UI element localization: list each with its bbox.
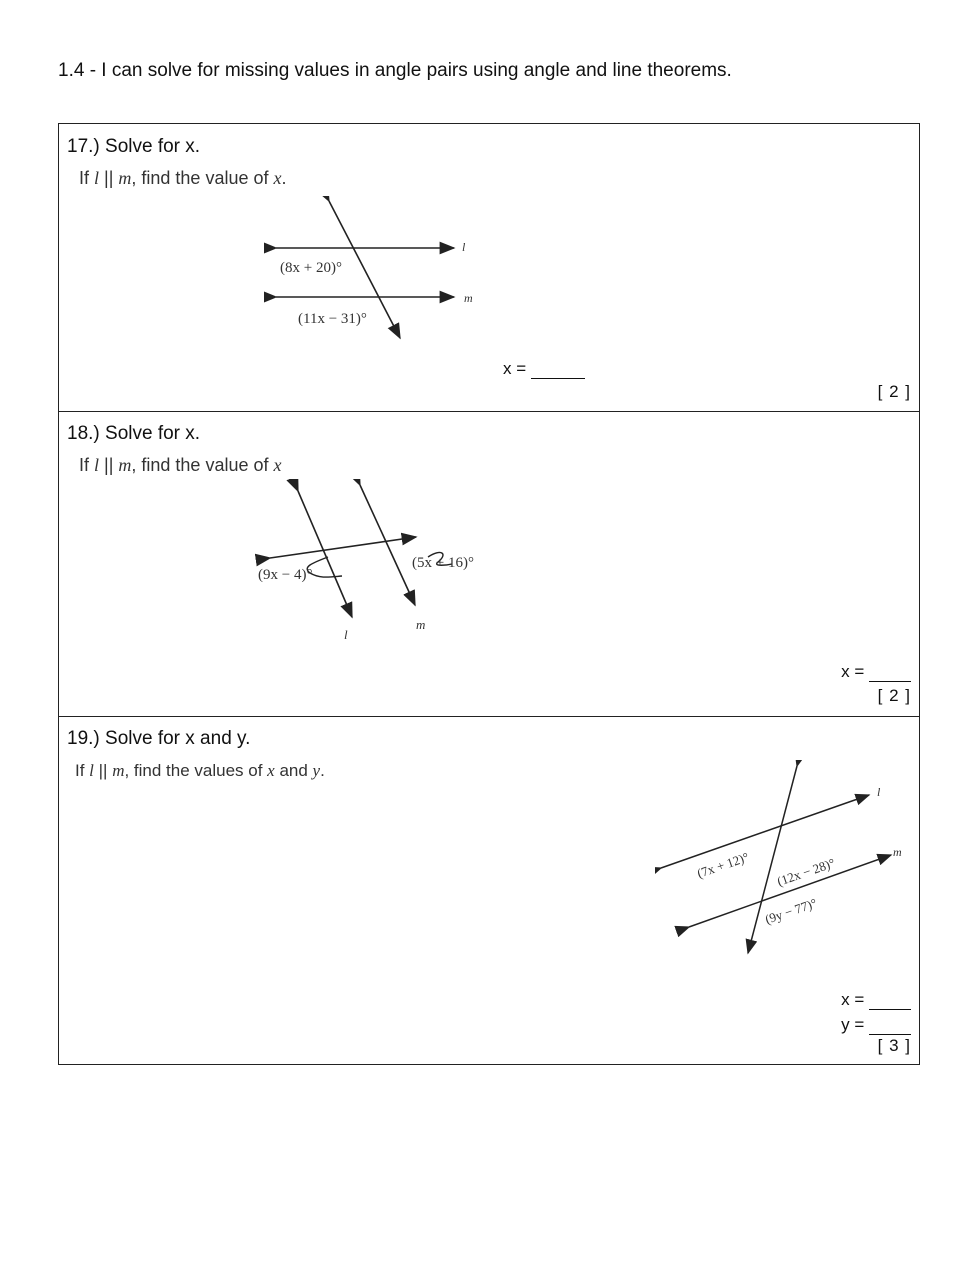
angle-label-1: (7x + 12)° xyxy=(695,849,751,881)
problem-title: 17.) Solve for x. xyxy=(67,136,201,157)
answer-line-y[interactable]: y = xyxy=(841,1014,911,1035)
line-m xyxy=(360,485,415,605)
problem-title: 19.) Solve for x and y. xyxy=(67,728,251,749)
points-badge: [ 2 ] xyxy=(877,686,911,705)
problem-19 xyxy=(58,716,920,1065)
answer-line-x[interactable]: x = xyxy=(503,358,585,379)
parallel-lines-figure xyxy=(254,479,514,649)
points-badge: [ 2 ] xyxy=(877,382,911,401)
line-l-label: l xyxy=(462,240,466,254)
problem-prompt: If l || m, find the value of x. xyxy=(79,168,287,188)
angle-label-2: (11x − 31)° xyxy=(298,311,367,327)
line-l-label: l xyxy=(877,785,881,799)
transversal xyxy=(270,537,416,558)
problem-18 xyxy=(58,411,920,717)
line-l xyxy=(298,491,352,617)
page-heading: 1.4 - I can solve for missing values in angle pairs using angle and line theorems. xyxy=(58,60,732,81)
points-badge: [ 3 ] xyxy=(877,1036,911,1055)
problem-title: 18.) Solve for x. xyxy=(67,423,201,444)
problem-17 xyxy=(58,123,920,412)
line-m-label: m xyxy=(464,291,473,305)
line-m-label: m xyxy=(893,845,902,859)
line-l xyxy=(661,795,869,868)
angle-label-1: (8x + 20)° xyxy=(280,260,342,276)
line-m-label: m xyxy=(416,617,426,632)
angle-label-2: (12x − 28)° xyxy=(775,855,837,889)
problem-prompt: If l || m, find the value of x xyxy=(79,455,282,475)
line-l-label: l xyxy=(344,627,348,642)
parallel-lines-figure xyxy=(655,760,925,960)
parallel-lines-figure xyxy=(264,196,524,346)
problem-prompt: If l || m, find the values of x and y. xyxy=(75,761,325,780)
angle-label-3: (9y − 77)° xyxy=(763,895,819,927)
answer-line-x[interactable]: x = xyxy=(841,989,911,1010)
angle-label-1: (9x − 4)° xyxy=(258,567,313,583)
angle-label-2: (5x + 16)° xyxy=(412,555,474,571)
answer-line-x[interactable]: x = xyxy=(841,661,911,682)
